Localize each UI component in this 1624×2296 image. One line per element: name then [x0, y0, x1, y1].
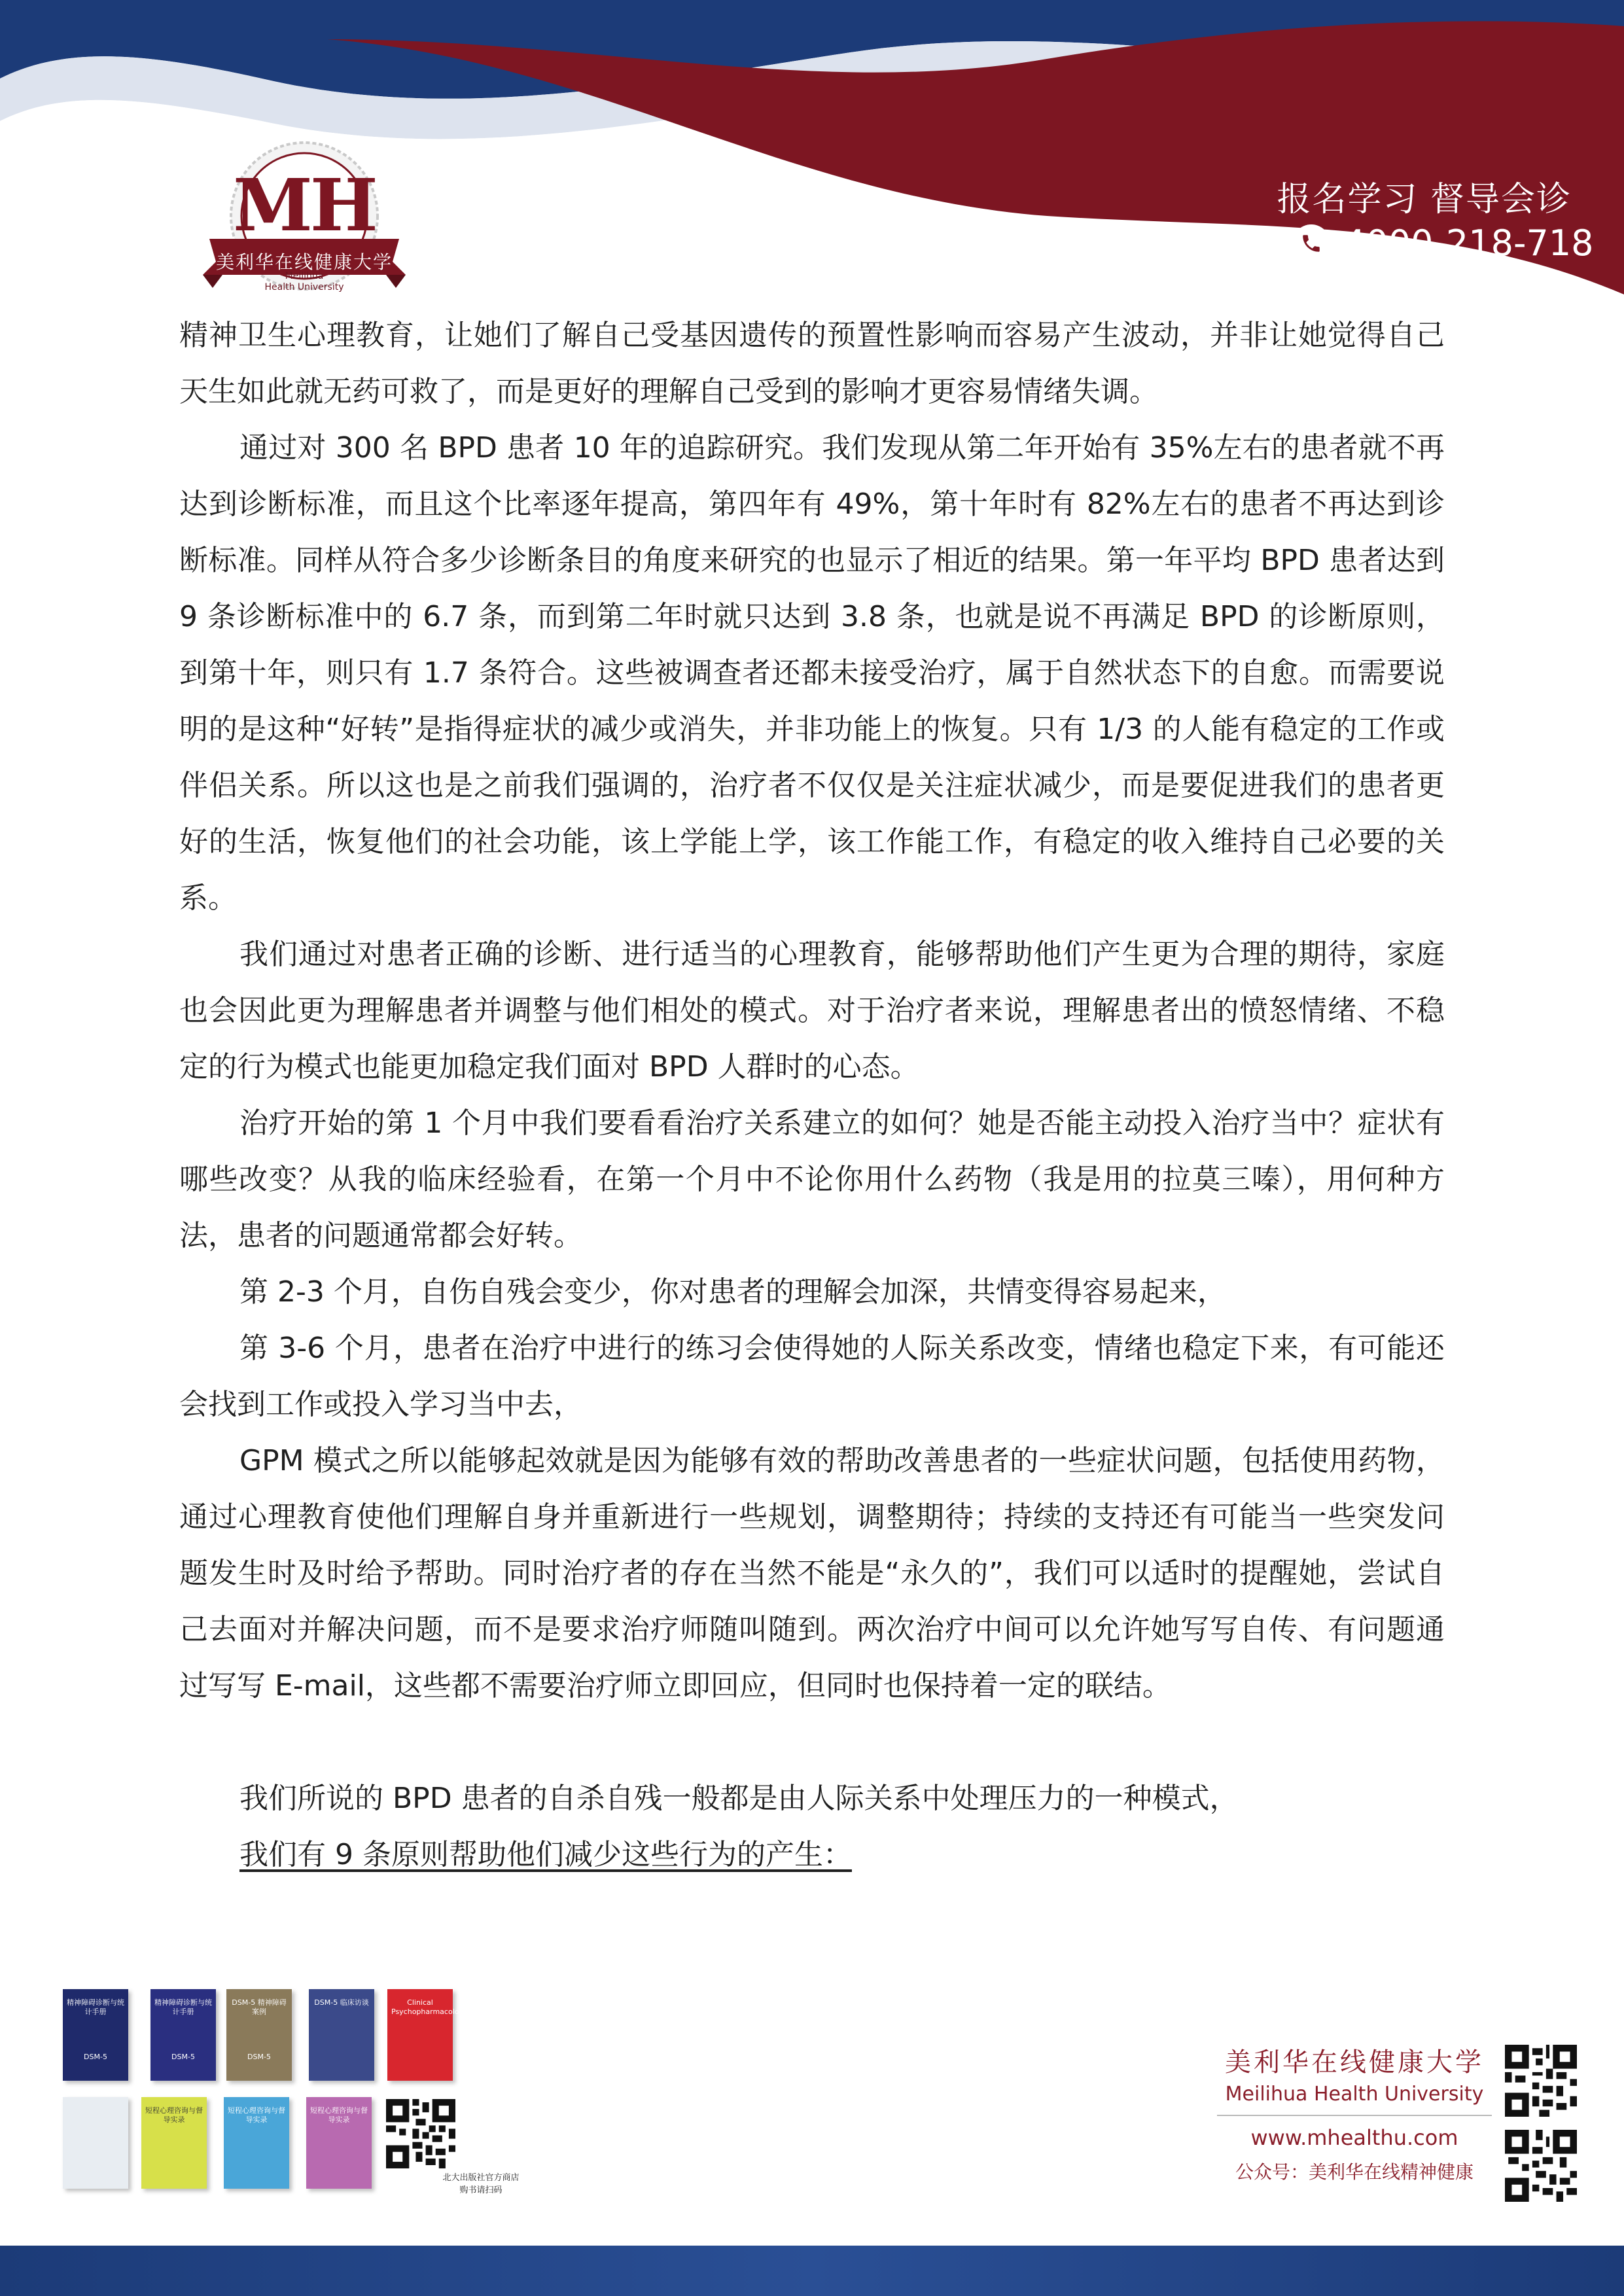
book-cover[interactable]: 短程心理咨询与督导实录 [224, 2097, 289, 2189]
bookstore-qr-code[interactable] [386, 2099, 455, 2168]
paragraph-6: 第 3-6 个月，患者在治疗中进行的练习会使得她的人际关系改变，情绪也稳定下来，有可能还会找到工作或投入学习当中去， [179, 1332, 1445, 1421]
divider [1217, 2115, 1492, 2116]
footer-band [0, 2246, 1624, 2296]
paragraph-4: 治疗开始的第 1 个月中我们要看看治疗关系建立的如何？她是否能主动投入治疗当中？症状有哪些改变？从我的临床经验看，在第一个月中不论你用什么药物（我是用的拉莫三嗪），用何种方法，患者的问题通常都会好转。 [179, 1106, 1445, 1252]
website-link[interactable]: www.mhealthu.com [1250, 2125, 1458, 2150]
website-qr-code[interactable] [1505, 2045, 1577, 2117]
paragraph-8: 我们所说的 BPD 患者的自杀自残一般都是由人际关系中处理压力的一种模式， [239, 1782, 1239, 1815]
principles-intro: 我们有 9 条原则帮助他们减少这些行为的产生： [239, 1838, 852, 1871]
wechat-account: 公众号：美利华在线精神健康 [1235, 2161, 1474, 2183]
paragraph-5: 第 2-3 个月，自伤自残会变少，你对患者的理解会加深，共情变得容易起来， [239, 1275, 1226, 1309]
logo-name-en-line1: Meilihua [285, 271, 324, 281]
header-phone [1292, 222, 1594, 264]
paragraph-1: 精神卫生心理教育，让她们了解自己受基因遗传的预置性影响而容易产生波动，并非让她觉得自己天生如此就无药可救了，而是更好的理解自己受到的影响才更容易情绪失调。 [179, 319, 1445, 408]
phone-number: 4000-218-718 [1343, 222, 1594, 264]
wechat-qr-code[interactable] [1505, 2130, 1577, 2202]
header-slogan: 报名学习 督导会诊 [1277, 180, 1572, 219]
paragraph-spacer [179, 1714, 1445, 1771]
book-cover[interactable]: DSM-5 临床访谈 [309, 1989, 374, 2081]
logo-name-cn: 美利华在线健康大学 [215, 251, 393, 273]
paragraph-7: GPM 模式之所以能够起效就是因为能够有效的帮助改善患者的一些症状问题，包括使用药物，通过心理教育使他们理解自身并重新进行一些规划，调整期待；持续的支持还有可能当一些突发问题发生时及时给予帮助。同时治疗者的存在当然不能是“永久的”，我们可以适时的提醒她，尝试自己去面对并解决问题，而不是要求治疗师随叫随到。两次治疗中间可以允许她写写自传、有问题通过写写 E-mail，这些都不需要治疗师立即回应，但同时也保持着一定的联结。 [179, 1444, 1445, 1703]
book-cover[interactable]: 精神障碍诊断与统计手册 DSM-5 [63, 1989, 128, 2081]
book-cover[interactable] [63, 2097, 128, 2189]
bookstore-caption: 北大出版社官方商店 [442, 2173, 520, 2183]
university-name-en: Meilihua Health University [1225, 2083, 1484, 2106]
phone-icon [1292, 224, 1330, 262]
mh-logo [196, 141, 412, 311]
logo-monogram: MH [233, 163, 376, 247]
paragraph-2: 通过对 300 名 BPD 患者 10 年的追踪研究。我们发现从第二年开始有 35%左右的患者就不再达到诊断标准，而且这个比率逐年提高，第四年有 49%，第十年时有 82%左右的患者不再达到诊断标准。同样从符合多少诊断条目的角度来研究的也显示了相近的结果。第一年平均 BPD 患者达到 9 条诊断标准中的 6.7 条，而到第二年时就只达到 3.8 条，也就是说不再满足 BPD 的诊断原则，到第十年，则只有 1.7 条符合。这些被调查者还都未接受治疗，属于自然状态下的自愈。而需要说明的是这种“好转”是指得症状的减少或消失，并非功能上的恢复。只有 1/3 的人能有稳定的工作或伴侣关系。所以这也是之前我们强调的，治疗者不仅仅是关注症状减少，而是要促进我们的患者更好的生活，恢复他们的社会功能，该上学能上学，该工作能工作，有稳定的收入维持自己必要的关系。 [179, 431, 1445, 915]
book-cover[interactable]: 精神障碍诊断与统计手册 DSM-5 [150, 1989, 216, 2081]
paragraph-9 [179, 1827, 1445, 1883]
article-body [179, 308, 1445, 1883]
book-covers [63, 1989, 520, 2199]
book-cover[interactable]: 短程心理咨询与督导实录 [306, 2097, 372, 2189]
logo-name-en-line2: Health University [264, 282, 344, 292]
book-cover[interactable]: 短程心理咨询与督导实录 [141, 2097, 207, 2189]
book-cover[interactable]: Clinical Psychopharmacology [387, 1989, 453, 2081]
university-name-cn: 美利华在线健康大学 [1225, 2047, 1484, 2077]
bookstore-caption-2: 购书请扫码 [459, 2185, 503, 2195]
book-cover[interactable]: DSM-5 精神障碍案例 DSM-5 [226, 1989, 292, 2081]
university-info [1217, 2041, 1492, 2184]
paragraph-3: 我们通过对患者正确的诊断、进行适当的心理教育，能够帮助他们产生更为合理的期待，家庭也会因此更为理解患者并调整与他们相处的模式。对于治疗者来说，理解患者出的愤怒情绪、不稳定的行为模式也能更加稳定我们面对 BPD 人群时的心态。 [179, 938, 1445, 1084]
